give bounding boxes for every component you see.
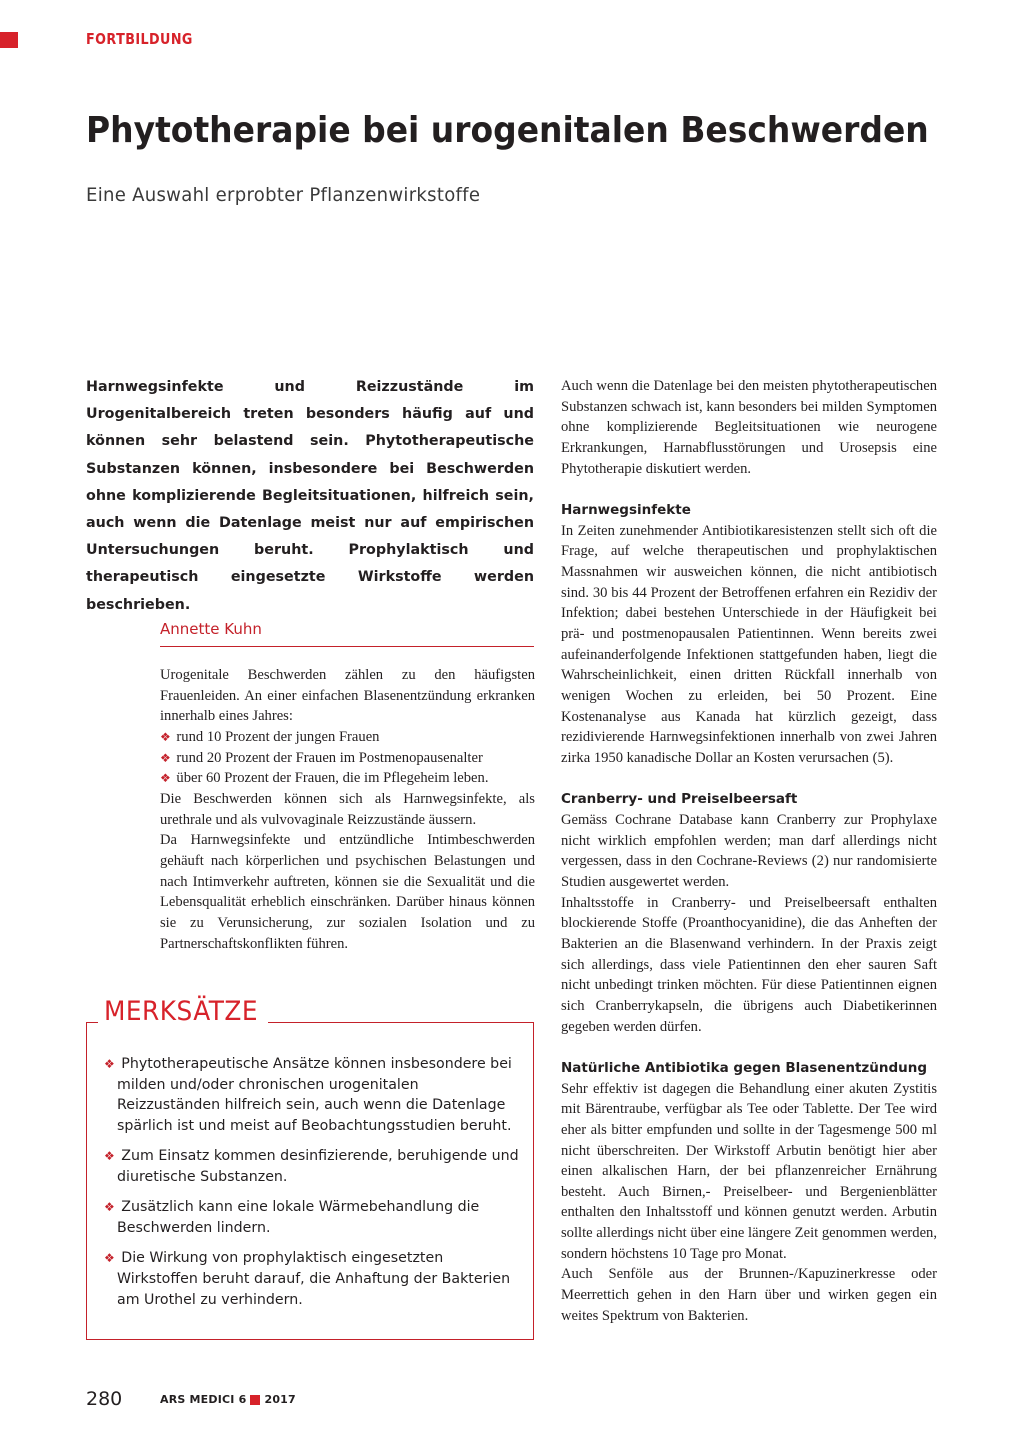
section-paragraph: In Zeiten zunehmender Antibiotikaresistenzen stellt sich oft die Frage, auf welche therapeutischen und prophylaktischen Massnahmen wir ausweichen können, die nicht antibiotisch sind. 30 bis 44 Prozent der Betroffenen erfahren ein Rezidiv der Infektion; dabei bestehen Unterschiede in der Häufigkeit bei prä- und postmenopausalen Patientinnen. Wenn bereits zwei aufeinanderfolgende Infektionen stattgefunden haben, liegt die Wahrscheinlichkeit, einen dritten Rückfall innerhalb von wenigen Wochen zu erleiden, bei 50 Prozent. Eine Kostenanalyse aus Kanada hat kürzlich gezeigt, dass rezidivierende Harnwegsinfektionen innerhalb von zwei Jahren zirka 1950 kanadische Dollar an Kosten verursachen (5). (561, 522, 937, 766)
red-square-icon (250, 1395, 260, 1405)
intro-paragraph: Die Beschwerden können sich als Harnwegsinfekte, als urethrale und als vulvovaginale Reizzustände äussern. (160, 790, 535, 828)
section-paragraph: Gemäss Cochrane Database kann Cranberry zur Prophylaxe nicht wirklich empfohlen werden; man darf allerdings nicht vergessen, dass in den Cochrane-Reviews (2) nur randomisierte Studien ausgewertet werden. (561, 811, 937, 890)
article-subtitle: Eine Auswahl erprobter Pflanzenwirkstoffe (86, 184, 481, 206)
section-paragraph: Inhaltsstoffe in Cranberry- und Preiselbeersaft enthalten blockierende Stoffe (Proanthocyanidine), die das Anheften der Bakterien an die Blasenwand verhindern. In der Praxis zeigt sich allerdings, dass viele Patientinnen den eher sauren Saft nicht unbedingt trinken möchten. Für diese Patientinnen eignen sich Cranberrykapseln, die übrigens auch Diabetikerinnen gegeben werden dürfen. (561, 894, 937, 1035)
list-item: ❖ Die Wirkung von prophylaktisch eingesetzten Wirkstoffen beruht darauf, die Anhaftung der Bakterien am Urothel zu verhindern. (104, 1250, 511, 1308)
section-label: FORTBILDUNG (86, 30, 193, 48)
box-border-segment (86, 1022, 98, 1023)
section-marker (0, 32, 18, 48)
merksaetze-title: MERKSÄTZE (104, 996, 258, 1027)
right-column (561, 376, 937, 1326)
list-item: ❖ Zusätzlich kann eine lokale Wärmebehandlung die Beschwerden lindern. (104, 1199, 480, 1236)
section-paragraph: Auch Senföle aus der Brunnen-/Kapuzinerkresse oder Meerrettich gehen in den Harn über und wirken gegen ein weites Spektrum von Bakterien. (561, 1266, 937, 1324)
diamond-bullet-icon: ❖ (160, 729, 171, 744)
list-item: ❖ Phytotherapeutische Ansätze können insbesondere bei milden und/oder chronischen urogenitalen Reizzuständen hilfreich sein, auch wenn die Datenlage spärlich ist und meist auf Beobachtungsstudien beruht. (104, 1056, 512, 1135)
box-border-segment (268, 1022, 534, 1023)
diamond-bullet-icon: ❖ (104, 1057, 115, 1071)
section-heading: Harnwegsinfekte (561, 501, 691, 518)
author-name: Annette Kuhn (160, 620, 534, 647)
intro-lead: Urogenitale Beschwerden zählen zu den häufigsten Frauenleiden. An einer einfachen Blasenentzündung erkranken innerhalb eines Jahres: (160, 667, 535, 725)
journal-name: ARS MEDICI 6 (160, 1393, 247, 1406)
list-item: ❖ Zum Einsatz kommen desinfizierende, beruhigende und diuretische Substanzen. (104, 1148, 519, 1186)
section-heading: Natürliche Antibiotika gegen Blasenentzündung (561, 1059, 928, 1076)
page-number: 280 (86, 1388, 123, 1410)
intro-paragraph: Da Harnwegsinfekte und entzündliche Intimbeschwerden gehäuft nach körperlichen und psychischen Belastungen und nach Intimverkehr auftreten, können sie die Sexualität und die Lebensqualität erheblich einschränken. Darüber hinaus können sie zu Verunsicherung, zur sozialen Isolation und zu Partnerschaftskonflikten führen. (160, 832, 535, 952)
list-item: ❖ rund 20 Prozent der Frauen im Postmenopausenalter (160, 749, 483, 766)
opening-paragraph: Auch wenn die Datenlage bei den meisten phytotherapeutischen Substanzen schwach ist, kann besonders bei milden Symptomen ohne komplizierende Begleitsituationen wie neurogene Erkrankungen, Harnabflusstörungen und Urosepsis eine Phytotherapie diskutiert werden. (561, 378, 937, 477)
journal-info (160, 1393, 296, 1406)
abstract: Harnwegsinfekte und Reizzustände im Urogenitalbereich treten besonders häufig auf und können sehr belastend sein. Phytotherapeutische Substanzen können, insbesondere bei Beschwerden ohne komplizierende Begleitsituationen, hilfreich sein, auch wenn die Datenlage meist nur auf empirischen Untersuchungen beruht. Prophylaktisch und therapeutisch eingesetzte Wirkstoffe werden beschrieben. (86, 379, 534, 613)
list-item: ❖ über 60 Prozent der Frauen, die im Pflegeheim leben. (160, 770, 489, 787)
intro-bullet-list (160, 727, 535, 789)
journal-year: 2017 (264, 1393, 296, 1406)
merksaetze-list (104, 1054, 522, 1320)
intro-text (160, 665, 535, 954)
section-paragraph: Sehr effektiv ist dagegen die Behandlung einer akuten Zystitis mit Bärentraube, verfügbar als Tee oder Tablette. Der Tee wird eher als bitter empfunden und sollte in der Tagesmenge 500 ml nicht überschreiten. Der Wirkstoff Arbutin benötigt hier aber einen alkalischen Harn, der bei pflanzenreicher Ernährung besteht. Auch Birnen,- Preiselbeer- und Bergenienblätter enthalten den Inhaltsstoff und können genutzt werden. Arbutin sollte allerdings nicht über eine längere Zeit genommen werden, sondern höchstens 10 Tage pro Monat. (561, 1080, 937, 1262)
article-title: Phytotherapie bei urogenitalen Beschwerden (86, 110, 929, 151)
diamond-bullet-icon: ❖ (160, 750, 171, 765)
diamond-bullet-icon: ❖ (104, 1200, 115, 1215)
diamond-bullet-icon: ❖ (104, 1149, 115, 1164)
diamond-bullet-icon: ❖ (160, 771, 171, 786)
list-item: ❖ rund 10 Prozent der jungen Frauen (160, 728, 380, 745)
section-heading: Cranberry- und Preiselbeersaft (561, 791, 798, 808)
diamond-bullet-icon: ❖ (104, 1251, 115, 1266)
